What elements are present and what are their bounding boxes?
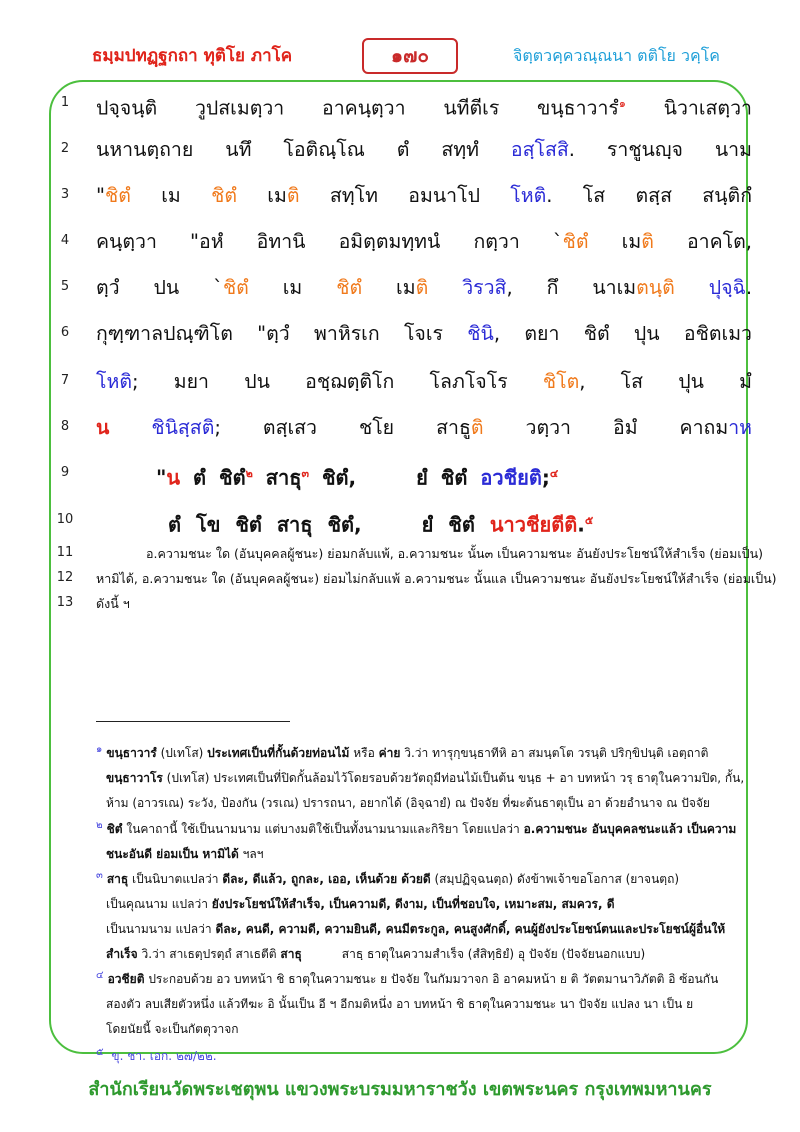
highlight-verb: อสฺโสสิ [510, 138, 569, 161]
footnote-ref: ๑ [618, 97, 626, 110]
highlight-particle: ติ [286, 184, 300, 207]
segment: , กึ นาเม [506, 276, 637, 299]
line-number: 2 [60, 141, 70, 156]
footnote-text: เป็นนิบาตแปลว่า [128, 872, 223, 886]
segment: , โส ปุน มํ [579, 370, 752, 393]
line-number: 7 [60, 373, 70, 388]
line-number: 12 [56, 570, 74, 585]
segment: ยํ ชิตํ [416, 465, 481, 490]
segment: ตํ โข ชิตํ สาธุ ชิตํ, [168, 512, 362, 537]
segment: เม [130, 184, 212, 207]
page-number: ๑๗๐ [362, 38, 458, 74]
segment: ปจฺจนฺติ วูปสเมตฺวา อาคนฺตฺวา นทีตีเร ขนฺธาวารํ [96, 96, 619, 120]
segment: ชิตํ, [308, 465, 357, 490]
segment: . [577, 512, 585, 537]
segment: สาธุ [252, 465, 302, 490]
footnote-line [96, 766, 750, 791]
footnote-line [96, 892, 750, 917]
translation-line-11 [52, 543, 763, 565]
segment: นหานตฺถาย นทึ โอติณฺโณ ตํ สทฺทํ [96, 138, 511, 161]
segment: ; [541, 465, 550, 490]
highlight-word: ชิโต [542, 370, 580, 393]
segment: สทฺโท อมนาโป [299, 184, 511, 207]
highlight-word: ชิตํ [211, 184, 237, 207]
footnote-text: เป็นคุณนาม แปลว่า [106, 897, 212, 911]
verse-content [156, 459, 558, 493]
line-number: 11 [56, 545, 74, 560]
translation-text: หามิได้, อ.ความชนะ ใด (อันบุคคลผู้ชนะ) ย่อมไม่กลับแพ้ อ.ความชนะ นั้นแล เป็นความชนะ อันยังประโยชน์ให้สำเร็จ (ย่อมเป็น) [96, 571, 777, 586]
segment: อาคโต, [653, 230, 752, 253]
footnote-text: ในคาถานี้ ใช้เป็นนามนาม แต่บางมติใช้เป็นทั้งนามนามและกิริยา โดยแปลว่า [122, 822, 524, 836]
footnote-marker: ๑ [96, 744, 103, 755]
footnote-line: สองตัว ลบเสียตัวหนึ่ง แล้วทีฆะ อิ นั้นเป็น อี ฯ อีกมติหนึ่ง อา บทหน้า ชิ ธาตุในความชนะ นา ปัจจัย แปลง นา เป็น ย [106, 997, 694, 1011]
page-header-chapter-title: จิตฺตวคฺควณฺณนา ตติโย วคฺโค [512, 46, 720, 65]
line-number: 6 [60, 325, 70, 340]
footnote-marker: ๓ [96, 870, 103, 881]
segment: เม [236, 184, 287, 207]
segment: วตฺวา อิมํ คาถม [483, 416, 729, 439]
highlight-particle: ติ [641, 230, 654, 253]
footnote-1 [96, 737, 750, 816]
highlight-verb: าห [728, 416, 752, 439]
footnote-text: เป็นนามนาม แปลว่า [106, 922, 216, 936]
footnote-marker: ๕ [96, 1047, 104, 1058]
segment: . [745, 276, 753, 299]
text-line-6 [52, 319, 752, 349]
footnote-line [96, 863, 750, 892]
segment: . โส ตสฺส สนฺติกํ [546, 184, 753, 207]
line-number: 8 [60, 419, 70, 434]
line-number: 13 [56, 595, 74, 610]
footnote-text: วิ.ว่า สาเธตฺปรตฺถํ สาเธตีติ [137, 947, 281, 961]
footnote-line [96, 1040, 750, 1069]
highlight-negation: น [96, 416, 110, 439]
footnote-term: อวชียติ [107, 972, 145, 986]
line-number: 1 [60, 95, 70, 110]
segment [109, 416, 151, 439]
segment: ตฺวํ ปน ` [96, 276, 223, 299]
segment: กุฑฺฑาลปณฺฑิโต "ตฺวํ พาหิรเก โจเร [96, 322, 468, 345]
segment: ยํ ชิตํ [421, 512, 490, 537]
footnote-ref: ๒ [245, 467, 253, 480]
translation-line-12 [52, 568, 777, 590]
translation-text: ดังนี้ ฯ [96, 596, 130, 611]
footnote-term: อ.ความชนะ อันบุคคลชนะแล้ว เป็นความ [523, 822, 737, 836]
verse-content [168, 506, 593, 540]
highlight-verb: อวชียติ [480, 465, 542, 490]
footnote-4 [96, 963, 750, 1042]
segment: เม [362, 276, 416, 299]
highlight-verb: โหติ [510, 184, 547, 207]
footnote-marker: ๒ [96, 820, 103, 831]
line-number: 10 [56, 512, 74, 527]
highlight-verb: วิรวสิ [462, 276, 507, 299]
highlight-negation: น [166, 465, 181, 490]
segment: " [96, 184, 105, 207]
segment [675, 276, 709, 299]
footnote-ref: ๔ [549, 467, 559, 480]
line-content [96, 135, 752, 165]
footnote-ref: ๕ [584, 514, 594, 527]
footnote-term: ขนฺธาวาโร [106, 771, 163, 785]
verse-line-2 [52, 506, 752, 536]
footnote-term: ดีละ, ดีแล้ว, ถูกละ, เออ, เห็นด้วย ด้วยดี [222, 872, 431, 886]
footnote-term: ประเทศเป็นที่กั้นด้วยท่อนไม้ [207, 746, 350, 760]
footnote-term: ชนะอันดี ย่อมเป็น หามิได้ [106, 847, 239, 861]
page-footer: สำนักเรียนวัดพระเชตุพน แขวงพระบรมมหาราชวัง เขตพระนคร กรุงเทพมหานคร [88, 1079, 712, 1100]
footnote-text: ประกอบด้วย อว บทหน้า ชิ ธาตุในความชนะ ย ปัจจัย ในกัมมวาจก อิ อาคมหน้า ย ติ วัตตมานาวิภัตติ อิ ซ้อนกัน [144, 972, 719, 986]
footnote-text: สาธฺ ธาตุในความสำเร็จ (สํสิทฺธิยํ) อุ ปัจจัย (ปัจจัยนอกแบบ) [341, 947, 646, 961]
line-content [96, 227, 752, 257]
highlight-particle: ติ [415, 276, 429, 299]
line-number: 9 [60, 465, 70, 480]
line-content [96, 273, 752, 303]
footnote-text: ฯลฯ [238, 847, 264, 861]
footnote-3 [96, 863, 750, 967]
text-line-1 [52, 89, 752, 119]
footnote-line [96, 737, 750, 766]
footnote-2 [96, 813, 750, 867]
footnote-ref: ๓ [301, 467, 309, 480]
footnote-term: ค่าย [378, 746, 401, 760]
highlight-word: ชิตํ [336, 276, 363, 299]
text-line-3 [52, 181, 752, 211]
segment: คนฺตฺวา "อหํ อิทานิ อมิตฺตมทฺทนํ กตฺวา ` [96, 230, 563, 253]
text-line-8 [52, 413, 752, 443]
footnote-line [96, 963, 750, 992]
footnote-text: วิ.ว่า ทารุกฺขนฺธาทีหิ อา สมนฺตโต วรนฺติ ปริกฺขิปนฺติ เอตฺถาติ [400, 746, 709, 760]
footnote-text: หรือ [349, 746, 379, 760]
page-header-book-title: ธมฺมปทฏฺฐกถา ทุติโย ภาโค [92, 46, 293, 66]
segment: , ตยา ชิตํ ปุน อชิตเมว [493, 322, 752, 345]
text-line-2 [52, 135, 752, 165]
footnote-term: สำเร็จ [106, 947, 138, 961]
highlight-word: ชิตํ [104, 184, 131, 207]
footnote-term: ดีละ, คนดี, ความดี, ความยินดี, คนมีตระกูล, คนสูงศักดิ์, คนผู้ยังประโยชน์ตนและประโยชน์ผู้อื่นให้ [215, 922, 726, 936]
footnote-term: ขนฺธาวารํ [106, 746, 157, 760]
line-number: 5 [60, 279, 70, 294]
footnote-term: ยังประโยชน์ให้สำเร็จ, เป็นความดี, ดีงาม, เป็นที่ชอบใจ, เหมาะสม, สมควร, ดี [211, 897, 615, 911]
footnote-text: (ปเทโส) ประเทศเป็นที่ปิดกั้นล้อมไว้โดยรอบด้วยวัตถุมีท่อนไม้เป็นต้น ขนฺธ + อา บทหน้า วรฺ ธาตุในความปิด, กั้น, [162, 771, 745, 785]
footnote-line: โดยนัยนี้ จะเป็นกัตตุวาจก [106, 1022, 239, 1036]
text-line-5 [52, 273, 752, 303]
footnote-line: ห้าม (อาวรเณ) ระวัง, ป้องกัน (วรเณ) ปรารถนา, อยากได้ (อิจฺฉายํ) ณ ปัจจัย ที่ฆะต้นธาตุเป็น อา ด้วยอำนาจ ณ ปัจจัย [106, 796, 710, 810]
segment: . ราชูนญฺจ นาม [568, 138, 752, 161]
footnote-text: ขุ. ชา. เอก. ๒๗/๒๒. [107, 1049, 217, 1063]
footnote-text: (สมฺปฏิจฺฉนตฺถ) ดังข้าพเจ้าขอโอกาส (ยาจนตฺถ) [430, 872, 680, 886]
line-content [96, 89, 752, 124]
highlight-word: ชิตํ [222, 276, 249, 299]
highlight-verb: ชินิ [467, 322, 494, 345]
line-content [96, 367, 752, 397]
text-line-7 [52, 367, 752, 397]
footnote-text: (ปเทโส) [156, 746, 208, 760]
segment: ; มยา ปน อชฺฌตฺติโก โลภโจโร [132, 370, 543, 393]
segment: เม [588, 230, 642, 253]
line-content [96, 413, 752, 443]
translation-line-13 [52, 593, 752, 615]
line-content [96, 319, 752, 349]
footnote-line [96, 917, 750, 942]
segment: เม [248, 276, 337, 299]
highlight-verb: ชินิสฺสติ [151, 416, 215, 439]
segment: นิวาเสตฺวา [625, 96, 752, 120]
text-line-4 [52, 227, 752, 257]
segment: " [156, 465, 167, 490]
footnote-term: ชิตํ [106, 822, 123, 836]
segment [428, 276, 462, 299]
highlight-verb: โหติ [96, 370, 132, 393]
segment: ; ตสฺเสว ชโย สาธู [214, 416, 471, 439]
line-number: 3 [60, 187, 70, 202]
line-number: 4 [60, 233, 70, 248]
verse-line-1 [52, 459, 752, 489]
highlight-particle: ติ [470, 416, 484, 439]
footnote-marker: ๔ [96, 970, 104, 981]
line-content [96, 181, 752, 211]
highlight-verb: ปุจฺฉิ [708, 276, 746, 299]
highlight-particle: ตนฺติ [636, 276, 675, 299]
footnote-divider [96, 721, 290, 722]
footnote-term: สาธุ [106, 872, 129, 886]
footnote-term: สาธุ [280, 947, 302, 961]
segment: ตํ ชิตํ [180, 465, 246, 490]
footnote-line [96, 813, 750, 842]
highlight-verb: นาวชียตีติ [489, 512, 578, 537]
footnote-5 [96, 1040, 750, 1069]
translation-text: อ.ความชนะ ใด (อันบุคคลผู้ชนะ) ย่อมกลับแพ้, อ.ความชนะ นั้น๓ เป็นความชนะ อันยังประโยชน์ให้สำเร็จ (ย่อมเป็น) [146, 546, 763, 561]
highlight-word: ชิตํ [562, 230, 589, 253]
